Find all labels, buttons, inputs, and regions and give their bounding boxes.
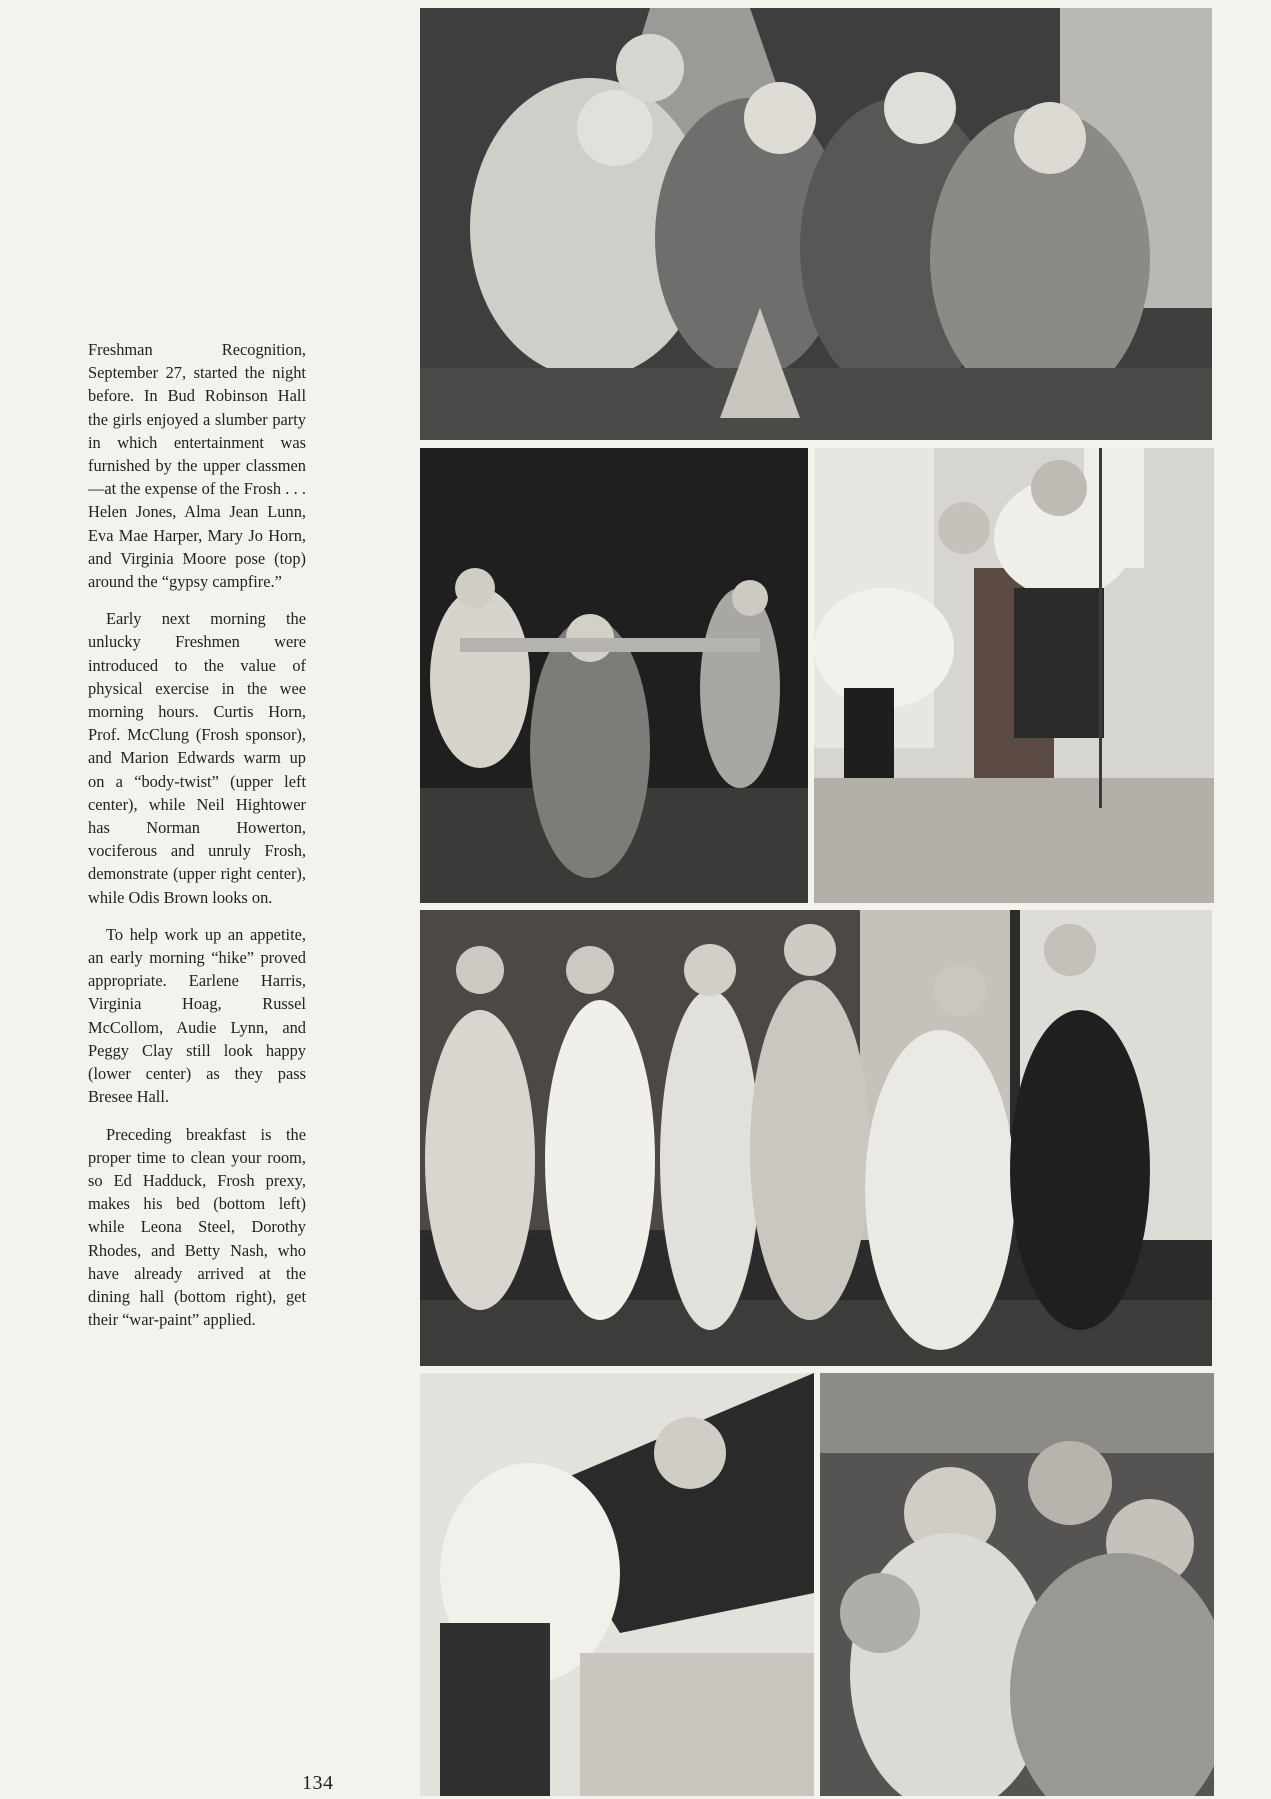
caption-paragraph-hike: To help work up an appetite, an early morning “hike” proved appropriate. Earlene Harris, Virginia Hoag, Russel McCollom, Audie Lynn, and Peggy Clay still look happy (lower center) as they pass Bresee Hall. bbox=[88, 924, 306, 1107]
photo-gypsy-campfire bbox=[420, 8, 1212, 440]
photo-morning-hike bbox=[420, 910, 1212, 1366]
caption-paragraph-breakfast: Preceding breakfast is the proper time to clean your room, so Ed Hadduck, Frosh prexy, makes his bed (bottom left) while Leona Steel, Dorothy Rhodes, and Betty Nash, who have already arrived at the dining hall (bottom right), get their “war-paint” applied. bbox=[88, 1124, 306, 1330]
photo-demonstration bbox=[814, 448, 1214, 903]
photo-making-bed bbox=[420, 1373, 814, 1796]
page-number: 134 bbox=[302, 1772, 334, 1794]
caption-paragraph-campfire: Freshman Recognition, September 27, started the night before. In Bud Robinson Hall the girls enjoyed a slumber party in which entertainment was furnished by the upper classmen—at the expense of the Frosh . . . Helen Jones, Alma Jean Lunn, Eva Mae Harper, Mary Jo Horn, and Virginia Moore pose (top) around the “gypsy campfire.” bbox=[88, 340, 306, 592]
photo-war-paint bbox=[820, 1373, 1214, 1796]
photo-body-twist bbox=[420, 448, 808, 903]
caption-column bbox=[88, 338, 306, 1345]
caption-paragraph-exercise: Early next morning the unlucky Freshmen were introduced to the value of physical exercise in the wee morning hours. Curtis Horn, Prof. McClung (Frosh sponsor), and Marion Edwards warm up on a “body-twist” (upper left center), while Neil Hightower has Norman Howerton, vociferous and unruly Frosh, demonstrate (upper right center), while Odis Brown looks on. bbox=[88, 609, 306, 907]
